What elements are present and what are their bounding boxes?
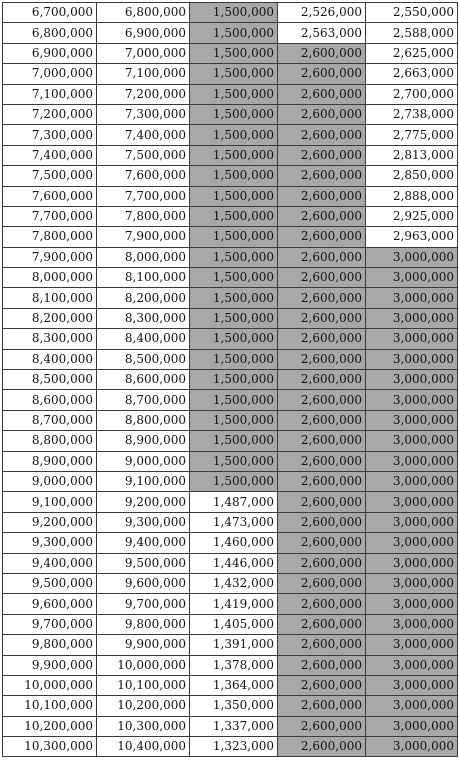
table-row [3, 696, 458, 716]
range-from-cell: 9,500,000 [3, 573, 97, 593]
range-from-cell: 8,900,000 [3, 451, 97, 471]
range-from-cell: 9,000,000 [3, 471, 97, 491]
amount-a-cell: 1,500,000 [190, 308, 278, 328]
range-to-cell: 8,900,000 [97, 431, 190, 451]
amount-c-cell: 2,850,000 [366, 166, 458, 186]
table-row [3, 594, 458, 614]
range-to-cell: 8,400,000 [97, 329, 190, 349]
table-row [3, 84, 458, 104]
amount-a-cell: 1,446,000 [190, 553, 278, 573]
amount-c-cell: 3,000,000 [366, 553, 458, 573]
range-from-cell: 7,600,000 [3, 186, 97, 206]
amount-c-cell: 2,813,000 [366, 145, 458, 165]
amount-c-cell: 3,000,000 [366, 512, 458, 532]
amount-c-cell: 3,000,000 [366, 410, 458, 430]
amount-a-cell: 1,432,000 [190, 573, 278, 593]
amount-c-cell: 3,000,000 [366, 614, 458, 634]
amount-a-cell: 1,500,000 [190, 64, 278, 84]
amount-c-cell: 3,000,000 [366, 675, 458, 695]
amount-a-cell: 1,500,000 [190, 3, 278, 23]
table-row [3, 206, 458, 226]
amount-a-cell: 1,500,000 [190, 125, 278, 145]
amount-a-cell: 1,500,000 [190, 329, 278, 349]
table-row [3, 308, 458, 328]
amount-a-cell: 1,350,000 [190, 696, 278, 716]
range-to-cell: 6,800,000 [97, 3, 190, 23]
amount-a-cell: 1,500,000 [190, 370, 278, 390]
range-from-cell: 8,300,000 [3, 329, 97, 349]
range-to-cell: 8,700,000 [97, 390, 190, 410]
amount-c-cell: 3,000,000 [366, 533, 458, 553]
amount-b-cell: 2,600,000 [278, 64, 366, 84]
amount-c-cell: 3,000,000 [366, 349, 458, 369]
range-to-cell: 10,400,000 [97, 737, 190, 757]
amount-a-cell: 1,500,000 [190, 166, 278, 186]
table-row [3, 104, 458, 124]
amount-b-cell: 2,600,000 [278, 451, 366, 471]
amount-b-cell: 2,563,000 [278, 23, 366, 43]
range-to-cell: 7,500,000 [97, 145, 190, 165]
table-row [3, 288, 458, 308]
amount-a-cell: 1,500,000 [190, 471, 278, 491]
amount-a-cell: 1,364,000 [190, 675, 278, 695]
amount-c-cell: 3,000,000 [366, 308, 458, 328]
amount-b-cell: 2,600,000 [278, 166, 366, 186]
range-to-cell: 9,900,000 [97, 635, 190, 655]
range-to-cell: 9,200,000 [97, 492, 190, 512]
range-to-cell: 7,300,000 [97, 104, 190, 124]
amount-c-cell: 3,000,000 [366, 696, 458, 716]
range-to-cell: 9,000,000 [97, 451, 190, 471]
range-from-cell: 7,800,000 [3, 227, 97, 247]
amount-a-cell: 1,500,000 [190, 227, 278, 247]
range-to-cell: 10,000,000 [97, 655, 190, 675]
amount-a-cell: 1,500,000 [190, 43, 278, 63]
amount-c-cell: 3,000,000 [366, 655, 458, 675]
amount-a-cell: 1,500,000 [190, 349, 278, 369]
table-row [3, 573, 458, 593]
range-from-cell: 8,700,000 [3, 410, 97, 430]
amount-a-cell: 1,500,000 [190, 145, 278, 165]
table-row [3, 655, 458, 675]
range-to-cell: 8,100,000 [97, 268, 190, 288]
range-to-cell: 7,000,000 [97, 43, 190, 63]
range-to-cell: 9,600,000 [97, 573, 190, 593]
table-row [3, 370, 458, 390]
range-from-cell: 6,800,000 [3, 23, 97, 43]
amount-a-cell: 1,405,000 [190, 614, 278, 634]
range-to-cell: 8,500,000 [97, 349, 190, 369]
table-row [3, 410, 458, 430]
table-row [3, 614, 458, 634]
range-to-cell: 7,200,000 [97, 84, 190, 104]
range-from-cell: 9,100,000 [3, 492, 97, 512]
range-to-cell: 7,600,000 [97, 166, 190, 186]
amount-b-cell: 2,600,000 [278, 145, 366, 165]
amount-b-cell: 2,600,000 [278, 84, 366, 104]
range-from-cell: 8,100,000 [3, 288, 97, 308]
amount-c-cell: 2,550,000 [366, 3, 458, 23]
amount-b-cell: 2,600,000 [278, 573, 366, 593]
range-to-cell: 9,300,000 [97, 512, 190, 532]
range-from-cell: 8,200,000 [3, 308, 97, 328]
amount-c-cell: 3,000,000 [366, 329, 458, 349]
amount-b-cell: 2,600,000 [278, 635, 366, 655]
table-row [3, 43, 458, 63]
amount-b-cell: 2,600,000 [278, 594, 366, 614]
table-row [3, 247, 458, 267]
amount-b-cell: 2,600,000 [278, 186, 366, 206]
range-to-cell: 9,500,000 [97, 553, 190, 573]
amount-a-cell: 1,323,000 [190, 737, 278, 757]
table-row [3, 64, 458, 84]
amount-a-cell: 1,473,000 [190, 512, 278, 532]
amount-b-cell: 2,600,000 [278, 288, 366, 308]
amount-b-cell: 2,600,000 [278, 696, 366, 716]
amount-b-cell: 2,600,000 [278, 737, 366, 757]
range-from-cell: 7,100,000 [3, 84, 97, 104]
amount-c-cell: 3,000,000 [366, 268, 458, 288]
amount-a-cell: 1,487,000 [190, 492, 278, 512]
data-table [2, 2, 458, 757]
range-to-cell: 7,800,000 [97, 206, 190, 226]
amount-c-cell: 2,888,000 [366, 186, 458, 206]
range-from-cell: 8,500,000 [3, 370, 97, 390]
table-row [3, 451, 458, 471]
amount-c-cell: 3,000,000 [366, 247, 458, 267]
table-row [3, 145, 458, 165]
amount-a-cell: 1,419,000 [190, 594, 278, 614]
amount-a-cell: 1,337,000 [190, 716, 278, 736]
amount-c-cell: 3,000,000 [366, 573, 458, 593]
table-row [3, 3, 458, 23]
amount-c-cell: 3,000,000 [366, 492, 458, 512]
range-from-cell: 9,200,000 [3, 512, 97, 532]
range-to-cell: 7,700,000 [97, 186, 190, 206]
amount-a-cell: 1,500,000 [190, 206, 278, 226]
range-from-cell: 9,400,000 [3, 553, 97, 573]
table-row [3, 390, 458, 410]
table-row [3, 431, 458, 451]
range-from-cell: 8,000,000 [3, 268, 97, 288]
amount-b-cell: 2,600,000 [278, 655, 366, 675]
range-from-cell: 10,300,000 [3, 737, 97, 757]
range-from-cell: 9,700,000 [3, 614, 97, 634]
amount-a-cell: 1,500,000 [190, 247, 278, 267]
amount-b-cell: 2,600,000 [278, 614, 366, 634]
amount-a-cell: 1,500,000 [190, 390, 278, 410]
amount-c-cell: 2,925,000 [366, 206, 458, 226]
amount-a-cell: 1,500,000 [190, 288, 278, 308]
amount-b-cell: 2,600,000 [278, 125, 366, 145]
amount-b-cell: 2,600,000 [278, 553, 366, 573]
range-from-cell: 6,900,000 [3, 43, 97, 63]
range-to-cell: 7,900,000 [97, 227, 190, 247]
range-from-cell: 6,700,000 [3, 3, 97, 23]
amount-a-cell: 1,500,000 [190, 410, 278, 430]
range-from-cell: 7,300,000 [3, 125, 97, 145]
table-row [3, 349, 458, 369]
range-to-cell: 8,800,000 [97, 410, 190, 430]
range-from-cell: 10,000,000 [3, 675, 97, 695]
range-from-cell: 9,600,000 [3, 594, 97, 614]
amount-a-cell: 1,500,000 [190, 268, 278, 288]
table-row [3, 166, 458, 186]
amount-b-cell: 2,600,000 [278, 308, 366, 328]
range-from-cell: 10,200,000 [3, 716, 97, 736]
amount-a-cell: 1,460,000 [190, 533, 278, 553]
range-from-cell: 7,500,000 [3, 166, 97, 186]
range-from-cell: 8,600,000 [3, 390, 97, 410]
range-to-cell: 9,100,000 [97, 471, 190, 491]
table-row [3, 329, 458, 349]
amount-c-cell: 3,000,000 [366, 431, 458, 451]
amount-a-cell: 1,500,000 [190, 451, 278, 471]
range-from-cell: 9,900,000 [3, 655, 97, 675]
amount-c-cell: 2,700,000 [366, 84, 458, 104]
amount-a-cell: 1,500,000 [190, 431, 278, 451]
table-row [3, 23, 458, 43]
amount-c-cell: 3,000,000 [366, 390, 458, 410]
range-to-cell: 9,400,000 [97, 533, 190, 553]
range-to-cell: 9,800,000 [97, 614, 190, 634]
range-to-cell: 8,000,000 [97, 247, 190, 267]
range-from-cell: 8,400,000 [3, 349, 97, 369]
table-row [3, 737, 458, 757]
range-from-cell: 7,900,000 [3, 247, 97, 267]
range-to-cell: 6,900,000 [97, 23, 190, 43]
amount-b-cell: 2,600,000 [278, 431, 366, 451]
amount-b-cell: 2,600,000 [278, 206, 366, 226]
range-to-cell: 10,100,000 [97, 675, 190, 695]
range-to-cell: 7,400,000 [97, 125, 190, 145]
amount-b-cell: 2,600,000 [278, 268, 366, 288]
amount-b-cell: 2,600,000 [278, 410, 366, 430]
amount-a-cell: 1,378,000 [190, 655, 278, 675]
amount-b-cell: 2,600,000 [278, 512, 366, 532]
table-row [3, 471, 458, 491]
amount-c-cell: 3,000,000 [366, 737, 458, 757]
amount-a-cell: 1,500,000 [190, 104, 278, 124]
amount-a-cell: 1,391,000 [190, 635, 278, 655]
amount-b-cell: 2,600,000 [278, 390, 366, 410]
amount-b-cell: 2,600,000 [278, 675, 366, 695]
amount-b-cell: 2,526,000 [278, 3, 366, 23]
amount-c-cell: 3,000,000 [366, 288, 458, 308]
amount-b-cell: 2,600,000 [278, 716, 366, 736]
amount-b-cell: 2,600,000 [278, 533, 366, 553]
range-from-cell: 7,200,000 [3, 104, 97, 124]
amount-c-cell: 3,000,000 [366, 716, 458, 736]
range-from-cell: 7,400,000 [3, 145, 97, 165]
table-row [3, 635, 458, 655]
table-row [3, 675, 458, 695]
amount-c-cell: 3,000,000 [366, 471, 458, 491]
table-row [3, 533, 458, 553]
amount-b-cell: 2,600,000 [278, 43, 366, 63]
amount-c-cell: 2,588,000 [366, 23, 458, 43]
range-from-cell: 7,000,000 [3, 64, 97, 84]
range-from-cell: 7,700,000 [3, 206, 97, 226]
amount-b-cell: 2,600,000 [278, 471, 366, 491]
amount-b-cell: 2,600,000 [278, 104, 366, 124]
table-row [3, 125, 458, 145]
range-to-cell: 10,200,000 [97, 696, 190, 716]
table-row [3, 553, 458, 573]
table-row [3, 512, 458, 532]
range-from-cell: 8,800,000 [3, 431, 97, 451]
table-row [3, 227, 458, 247]
amount-b-cell: 2,600,000 [278, 227, 366, 247]
amount-c-cell: 3,000,000 [366, 635, 458, 655]
amount-c-cell: 3,000,000 [366, 594, 458, 614]
table-row [3, 268, 458, 288]
amount-c-cell: 2,963,000 [366, 227, 458, 247]
range-to-cell: 9,700,000 [97, 594, 190, 614]
table-body [3, 3, 458, 757]
amount-c-cell: 3,000,000 [366, 370, 458, 390]
range-from-cell: 9,800,000 [3, 635, 97, 655]
range-to-cell: 8,600,000 [97, 370, 190, 390]
range-to-cell: 10,300,000 [97, 716, 190, 736]
range-to-cell: 8,300,000 [97, 308, 190, 328]
amount-b-cell: 2,600,000 [278, 329, 366, 349]
range-from-cell: 9,300,000 [3, 533, 97, 553]
amount-c-cell: 2,625,000 [366, 43, 458, 63]
amount-b-cell: 2,600,000 [278, 247, 366, 267]
amount-c-cell: 2,775,000 [366, 125, 458, 145]
amount-c-cell: 2,663,000 [366, 64, 458, 84]
table-row [3, 716, 458, 736]
amount-a-cell: 1,500,000 [190, 186, 278, 206]
amount-c-cell: 3,000,000 [366, 451, 458, 471]
range-to-cell: 8,200,000 [97, 288, 190, 308]
range-to-cell: 7,100,000 [97, 64, 190, 84]
table-row [3, 492, 458, 512]
amount-a-cell: 1,500,000 [190, 23, 278, 43]
amount-b-cell: 2,600,000 [278, 492, 366, 512]
table-row [3, 186, 458, 206]
amount-b-cell: 2,600,000 [278, 370, 366, 390]
amount-b-cell: 2,600,000 [278, 349, 366, 369]
amount-c-cell: 2,738,000 [366, 104, 458, 124]
amount-a-cell: 1,500,000 [190, 84, 278, 104]
range-from-cell: 10,100,000 [3, 696, 97, 716]
